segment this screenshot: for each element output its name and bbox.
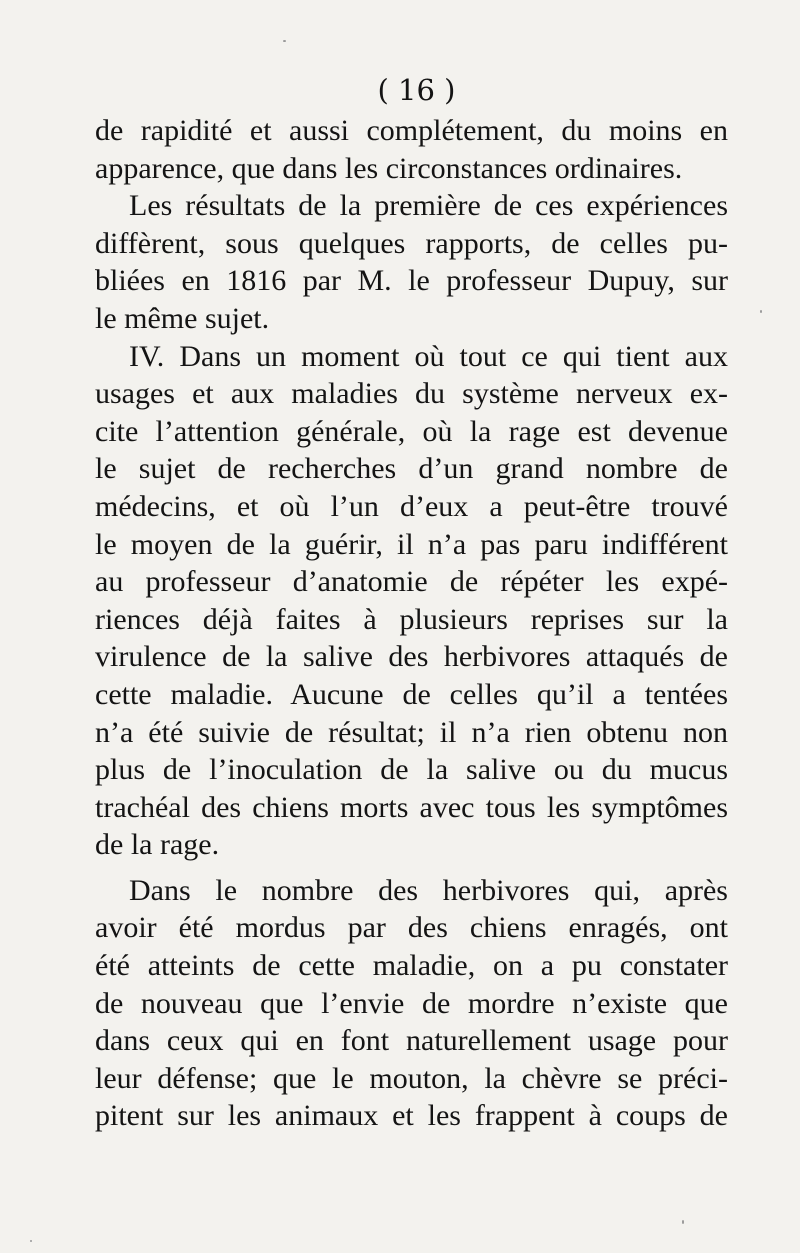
text-line: dans ceux qui en font naturellement usage pour [95, 1024, 728, 1058]
text-line: cite l’attention générale, où la rage est devenue [95, 414, 728, 448]
text-line: cette maladie. Aucune de celles qu’il a tentées [95, 677, 728, 711]
text-line: de la rage. [95, 828, 220, 862]
text-line: de nouveau que l’envie de mordre n’existe que [95, 986, 728, 1020]
text-line: été atteints de cette maladie, on a pu constater [95, 949, 728, 983]
text-line: leur défense; que le mouton, la chèvre se préci- [95, 1061, 728, 1095]
text-line: trachéal des chiens morts avec tous les symptômes [95, 790, 728, 824]
text-line: bliées en 1816 par M. le professeur Dupuy, sur [95, 264, 728, 298]
text-line: usages et aux maladies du système nerveux ex- [95, 377, 728, 411]
text-line: IV. Dans un moment où tout ce qui tient aux [129, 339, 728, 373]
text-line: avoir été mordus par des chiens enragés, ont [95, 911, 728, 945]
text-line: Les résultats de la première de ces expériences [129, 189, 728, 223]
text-line: le sujet de recherches d’un grand nombre de [95, 452, 728, 486]
text-line: médecins, et où l’un d’eux a peut-être trouvé [95, 489, 728, 523]
text-line: Dans le nombre des herbivores qui, après [129, 873, 728, 907]
text-line: au professeur d’anatomie de répéter les expé- [95, 565, 728, 599]
text-line: diffèrent, sous quelques rapports, de celles pu- [95, 226, 728, 260]
text-line: de rapidité et aussi complétement, du moins en [95, 114, 728, 147]
text-line: riences déjà faites à plusieurs reprises sur la [95, 602, 728, 636]
text-line: pitent sur les animaux et les frappent à coups de [95, 1099, 728, 1133]
page-number: ( 16 ) [377, 73, 456, 107]
text-line: le moyen de la guérir, il n’a pas paru indifférent [95, 527, 728, 561]
text-line: le même sujet. [95, 301, 270, 335]
text-line: n’a été suivie de résultat; il n’a rien obtenu non [95, 715, 728, 749]
body-text [95, 112, 728, 1135]
text-line: plus de l’inoculation de la salive ou du mucus [95, 753, 728, 787]
text-line: virulence de la salive des herbivores attaqués de [95, 640, 728, 674]
text-line: apparence, que dans les circonstances ordinaires. [95, 151, 683, 185]
paragraph-gap [95, 864, 728, 872]
